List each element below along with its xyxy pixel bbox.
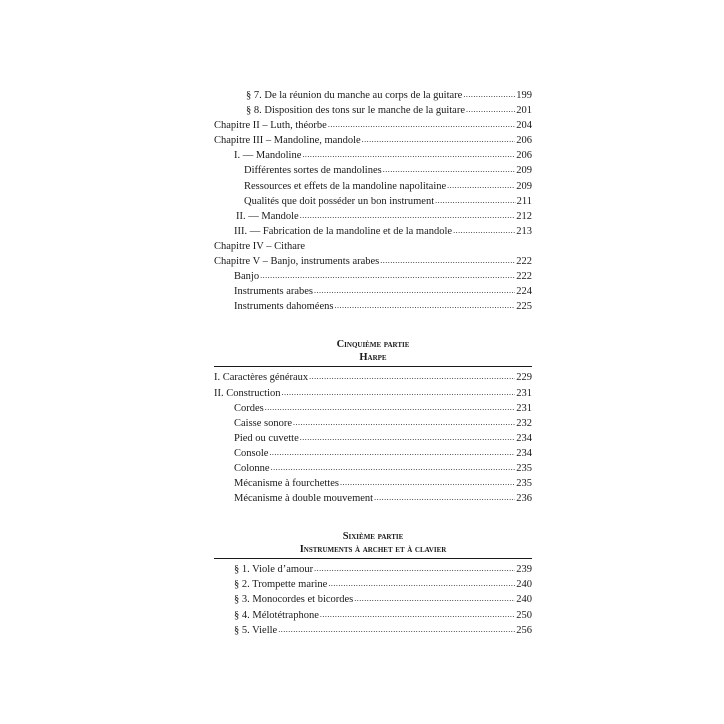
toc-entry-page-number: 236 (516, 493, 532, 505)
toc-entry (214, 491, 532, 506)
toc-entry (214, 209, 532, 224)
toc-entry (214, 431, 532, 446)
dot-leader (340, 475, 515, 490)
toc-entry-label: § 7. De la réunion du manche au corps de la guitare (246, 90, 463, 101)
toc-entry-page-number: 212 (516, 210, 532, 222)
toc-entry-page-number: 222 (516, 271, 532, 283)
toc-entry-page-number: 224 (516, 286, 532, 298)
part-subtitle: Harpe (359, 352, 387, 364)
toc-entry-label: I. Caractères généraux (214, 372, 309, 384)
dot-leader (282, 385, 516, 400)
part-title: Cinquième partie (336, 339, 410, 351)
toc-entry-label: II. — Mandole (236, 210, 299, 222)
toc-entry-page-number: 235 (516, 478, 532, 490)
part-divider (214, 366, 532, 367)
toc-entry-page-number: 206 (516, 150, 532, 162)
part-title: Sixième partie (342, 531, 404, 543)
toc-section-guitar-mandolin (214, 88, 532, 314)
toc-entry (214, 239, 532, 254)
dot-leader (278, 622, 515, 637)
toc-entry-page-number: 213 (516, 225, 532, 237)
toc-entry-label: Ressources et effets de la mandoline napolitaine (244, 180, 447, 192)
toc-entry-page-number: 239 (516, 564, 532, 576)
toc-entry-label: I. — Mandoline (234, 150, 302, 162)
toc-page (214, 88, 532, 638)
toc-entry-label: Chapitre V – Banjo, instruments arabes (214, 256, 380, 268)
part-divider (214, 558, 532, 559)
toc-entry-page-number: 199 (516, 90, 532, 101)
dot-leader (354, 591, 515, 606)
toc-entry-page-number: 206 (516, 135, 532, 147)
toc-entry (214, 608, 532, 623)
toc-entry-label: § 1. Viole d’amour (234, 564, 314, 576)
toc-entry-label: Mécanisme à fourchettes (234, 478, 339, 490)
toc-entry-label: § 8. Disposition des tons sur le manche de la guitare (246, 105, 465, 117)
dot-leader (265, 400, 516, 415)
toc-entry (214, 224, 532, 239)
toc-entry-label: Chapitre III – Mandoline, mandole (214, 135, 361, 147)
toc-entry-page-number: 232 (516, 417, 532, 429)
toc-entry-page-number: 231 (516, 402, 532, 414)
dot-leader (362, 132, 516, 147)
toc-entry-label: Banjo (234, 271, 260, 283)
dot-leader (328, 576, 515, 591)
toc-entry-label: Chapitre II – Luth, théorbe (214, 120, 327, 132)
dot-leader (447, 178, 515, 193)
toc-entry-label: Console (234, 447, 269, 459)
toc-entry-page-number: 211 (516, 195, 532, 207)
dot-leader (314, 283, 515, 298)
toc-entry (214, 401, 532, 416)
toc-entry-label: Colonne (234, 462, 270, 474)
dot-leader (328, 117, 515, 132)
toc-entry (214, 179, 532, 194)
toc-entry (214, 103, 532, 118)
toc-entry-label: § 3. Monocordes et bicordes (234, 594, 354, 606)
toc-section-harpe (214, 370, 532, 506)
toc-entry-label: Instruments arabes (234, 286, 314, 298)
toc-entry (214, 577, 532, 592)
toc-entry-label: II. Construction (214, 387, 281, 399)
dot-leader (260, 268, 515, 283)
dot-leader (300, 430, 516, 445)
toc-entry-page-number: 209 (516, 180, 532, 192)
toc-entry-page-number: 234 (516, 447, 532, 459)
toc-entry (214, 299, 532, 314)
toc-entry (214, 416, 532, 431)
dot-leader (271, 460, 516, 475)
toc-entry-label: Mécanisme à double mouvement (234, 493, 374, 505)
dot-leader (300, 208, 516, 223)
dot-leader (269, 445, 515, 460)
toc-entry-label: Qualités que doit posséder un bon instrument (244, 195, 435, 207)
toc-entry-page-number: 240 (516, 594, 532, 606)
dot-leader (334, 298, 515, 313)
toc-entry-page-number: 235 (516, 462, 532, 474)
dot-leader (453, 223, 515, 238)
toc-entry (214, 623, 532, 638)
toc-entry-label: III. — Fabrication de la mandoline et de la mandole (234, 225, 453, 237)
part-heading-six (214, 530, 532, 556)
toc-entry (214, 133, 532, 148)
toc-entry (214, 118, 532, 133)
toc-entry-page-number: 256 (516, 624, 532, 636)
toc-entry-page-number: 201 (516, 105, 532, 117)
toc-entry (214, 386, 532, 401)
toc-entry-page-number: 231 (516, 387, 532, 399)
toc-entry (214, 592, 532, 607)
dot-leader (293, 415, 515, 430)
toc-entry (214, 148, 532, 163)
dot-leader (383, 162, 516, 177)
toc-entry-page-number: 250 (516, 609, 532, 621)
toc-entry-label: Pied ou cuvette (234, 432, 299, 444)
dot-leader (463, 87, 515, 102)
part-heading-five (214, 338, 532, 364)
dot-leader (320, 607, 515, 622)
toc-entry-page-number: 204 (516, 120, 532, 132)
toc-entry-label: Caisse sonore (234, 417, 293, 429)
toc-entry (214, 562, 532, 577)
toc-entry-label: Chapitre IV – Cithare (214, 240, 306, 252)
toc-entry-label: Cordes (234, 402, 264, 414)
toc-entry (214, 194, 532, 209)
toc-entry-label: Instruments dahoméens (234, 301, 334, 313)
toc-entry-page-number: 222 (516, 256, 532, 268)
toc-entry-page-number: 240 (516, 579, 532, 591)
toc-entry-page-number: 229 (516, 372, 532, 384)
toc-entry-label: § 4. Mélotétraphone (234, 609, 319, 621)
dot-leader (314, 561, 515, 576)
toc-entry (214, 446, 532, 461)
dot-leader (435, 193, 515, 208)
dot-leader (302, 147, 515, 162)
dot-leader (466, 102, 515, 117)
toc-entry-page-number: 209 (516, 165, 532, 177)
toc-entry (214, 476, 532, 491)
toc-entry (214, 284, 532, 299)
toc-entry-label: § 2. Trompette marine (234, 579, 328, 591)
toc-entry-label: Différentes sortes de mandolines (244, 165, 382, 177)
toc-entry (214, 88, 532, 103)
toc-entry (214, 370, 532, 385)
toc-entry (214, 254, 532, 269)
part-subtitle: Instruments à archet et à clavier (299, 544, 447, 556)
dot-leader (309, 369, 515, 384)
toc-section-archet-clavier (214, 562, 532, 637)
toc-entry (214, 269, 532, 284)
toc-entry-label: § 5. Vielle (234, 624, 278, 636)
toc-entry (214, 461, 532, 476)
dot-leader (380, 253, 515, 268)
dot-leader (374, 490, 515, 505)
toc-entry-page-number: 234 (516, 432, 532, 444)
toc-entry (214, 163, 532, 178)
toc-entry-page-number: 225 (516, 301, 532, 313)
